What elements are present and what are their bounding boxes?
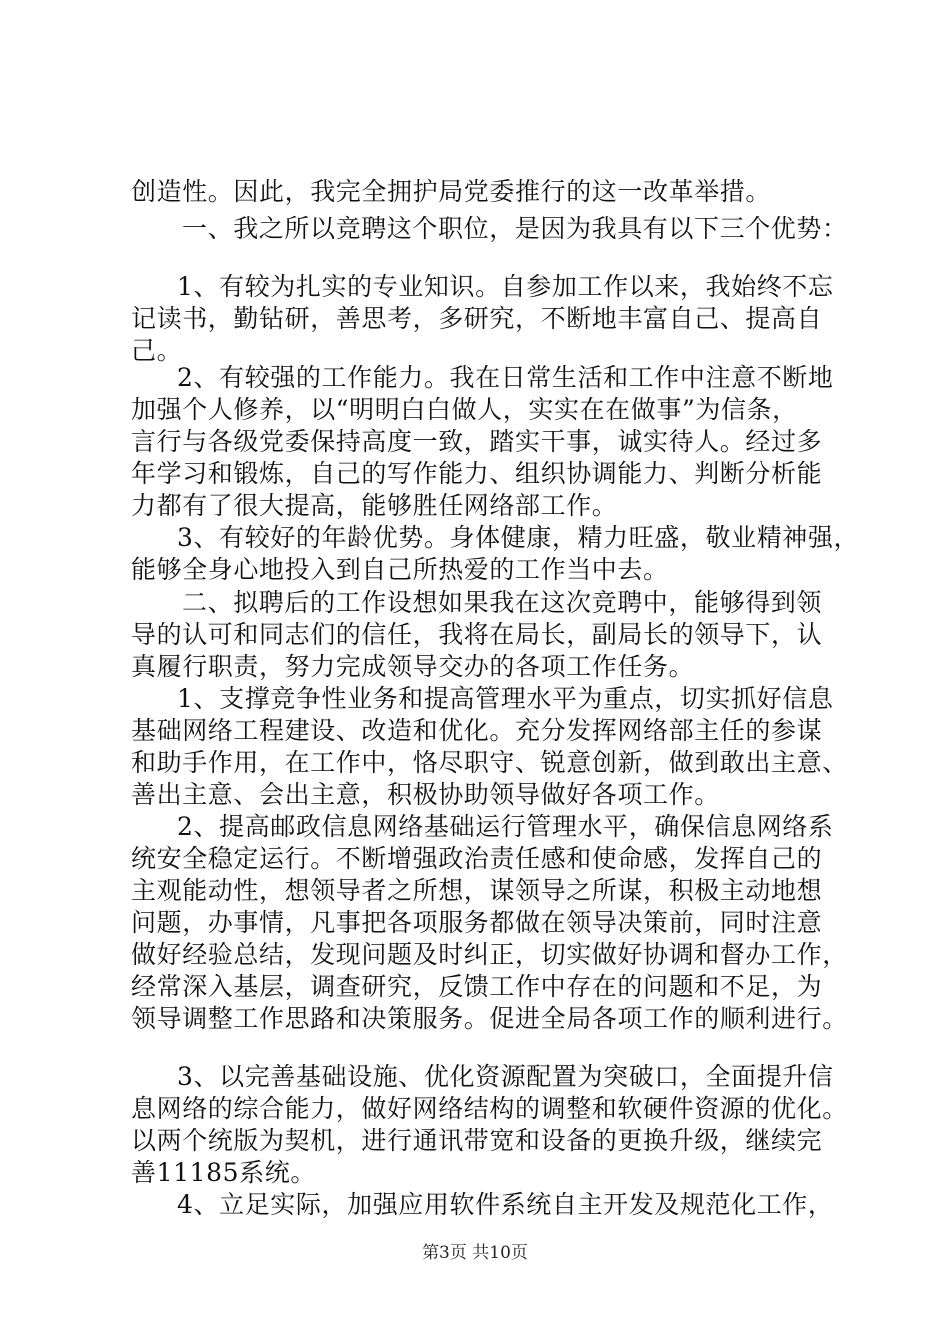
text-line: 能够全身心地投入到自己所热爱的工作当中去。 xyxy=(131,555,669,584)
section-heading: 一、我之所以竞聘这个职位，是因为我具有以下三个优势： xyxy=(182,214,848,243)
text-line: 善出主意、会出主意，积极协助领导做好各项工作。 xyxy=(131,780,720,809)
text-line: 2、提高邮政信息网络基础运行管理水平，确保信息网络系 xyxy=(177,812,834,841)
text-line: 2、有较强的工作能力。我在日常生活和工作中注意不断地 xyxy=(177,363,834,392)
text-line: 3、以完善基础设施、优化资源配置为突破口，全面提升信 xyxy=(177,1062,834,1091)
text-line: 年学习和锻炼，自己的写作能力、组织协调能力、判断分析能 xyxy=(131,459,823,488)
section-heading: 二、拟聘后的工作设想如果我在这次竞聘中，能够得到领 xyxy=(182,588,823,617)
text-line: 和助手作用，在工作中，恪尽职守、锐意创新，做到敢出主意、 xyxy=(131,748,848,777)
text-line: 3、有较好的年龄优势。身体健康，精力旺盛，敬业精神强， xyxy=(177,523,860,552)
text-line: 导的认可和同志们的信任，我将在局长，副局长的领导下，认 xyxy=(131,620,823,649)
text-line: 主观能动性，想领导者之所想，谋领导之所谋，积极主动地想 xyxy=(131,876,823,905)
text-line: 统安全稳定运行。不断增强政治责任感和使命感，发挥自己的 xyxy=(131,844,823,873)
text-line: 力都有了很大提高，能够胜任网络部工作。 xyxy=(131,491,618,520)
text-line: 做好经验总结，发现问题及时纠正，切实做好协调和督办工作， xyxy=(131,940,848,969)
text-line: 加强个人修养，以“明明白白做人，实实在在做事”为信条， xyxy=(131,395,798,424)
text-line: 1、有较为扎实的专业知识。自参加工作以来，我始终不忘 xyxy=(177,272,834,301)
text-line: 以两个统版为契机，进行通讯带宽和设备的更换升级，继续完 xyxy=(131,1126,823,1155)
text-line: 1、支撑竞争性业务和提高管理水平为重点，切实抓好信息 xyxy=(177,684,834,713)
text-line: 4、立足实际，加强应用软件系统自主开发及规范化工作， xyxy=(177,1190,834,1219)
text-line: 领导调整工作思路和决策服务。促进全局各项工作的顺利进行。 xyxy=(131,1004,848,1033)
text-line: 善11185系统。 xyxy=(131,1158,316,1187)
text-line: 问题，办事情，凡事把各项服务都做在领导决策前，同时注意 xyxy=(131,908,823,937)
text-line: 创造性。因此，我完全拥护局党委推行的这一改革举措。 xyxy=(131,177,772,206)
text-line: 基础网络工程建设、改造和优化。充分发挥网络部主任的参谋 xyxy=(131,716,823,745)
page-number-footer: 第3页 共10页 xyxy=(422,1243,528,1263)
text-line: 言行与各级党委保持高度一致，踏实干事，诚实待人。经过多 xyxy=(131,427,823,456)
text-line: 真履行职责，努力完成领导交办的各项工作任务。 xyxy=(131,652,695,681)
text-line: 记读书，勤钻研，善思考，多研究，不断地丰富自己、提高自 xyxy=(131,304,823,333)
text-line: 息网络的综合能力，做好网络结构的调整和软硬件资源的优化。 xyxy=(131,1094,848,1123)
text-line: 己。 xyxy=(131,336,183,365)
text-line: 经常深入基层，调查研究，反馈工作中存在的问题和不足，为 xyxy=(131,972,823,1001)
